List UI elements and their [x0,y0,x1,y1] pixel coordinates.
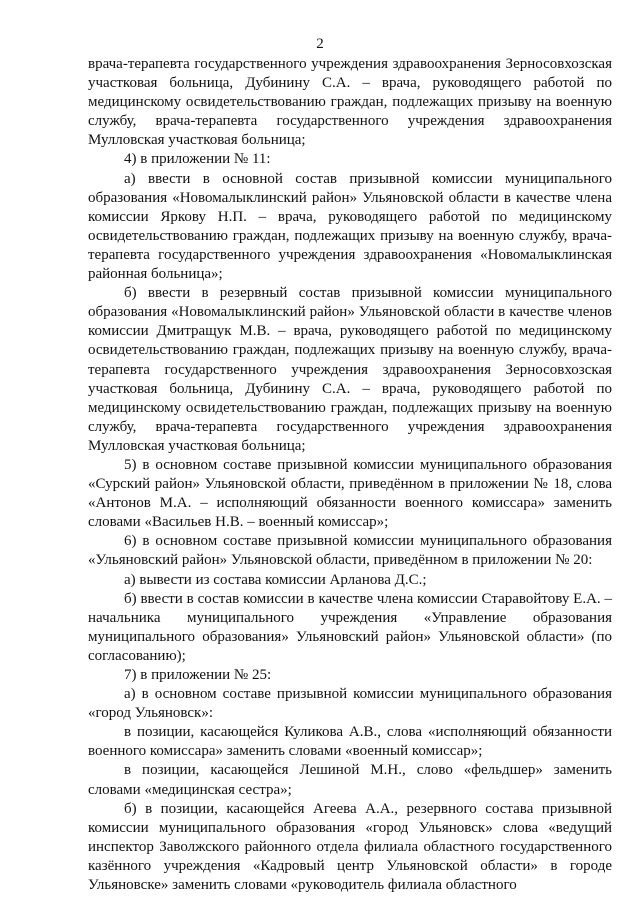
paragraph-item-4b: б) ввести в резервный состав призывной комиссии муниципального образования «Новомалыклинский район» Ульяновской области в качестве членов комиссии Дмитращук М.В. – врача, руководящего работой по медицинскому освидетельствованию граждан, подлежащих призыву на военную службу, врача-терапевта государственного учреждения здравоохранения Зерносовхозская участковая больница, Дубинину С.А. – врача, руководящего работой по медицинскому освидетельствованию граждан, подлежащих призыву на военную службу, врача-терапевта государственного учреждения здравоохранения Мулловская участковая больница; [88,285,612,454]
paragraph-item-6b: б) ввести в состав комиссии в качестве члена комиссии Старавойтову Е.А. – начальника муниципального учреждения «Управление образования муниципального образования» Ульяновский район» Ульяновской области» (по согласованию); [88,590,612,664]
paragraph-item-7a-leshina: в позиции, касающейся Лешиной М.Н., слово «фельдшер» заменить словами «медицинская сестра»; [88,762,612,798]
paragraph-item-7a-kulikov: в позиции, касающейся Куликова А.В., слова «исполняющий обязанности военного комиссара» заменить словами «военный комиссар»; [88,724,612,760]
paragraph-item-7: 7) в приложении № 25: [124,667,272,683]
paragraph-item-6: 6) в основном составе призывной комиссии муниципального образования «Ульяновский район» Ульяновской области, приведённом в приложении № 20: [88,533,612,569]
paragraph-item-4a: а) ввести в основной состав призывной комиссии муниципального образования «Новомалыклинский район» Ульяновской области в качестве члена комиссии Яркову Н.П. – врача, руководящего работой по медицинскому освидетельствованию граждан, подлежащих призыву на военную службу, врача-терапевта государственного учреждения здравоохранения «Новомалыклинская районная больница»; [88,170,612,283]
paragraph-item-6a: а) вывести из состава комиссии Арланова Д.С.; [124,571,427,588]
paragraph-item-4: 4) в приложении № 11: [124,151,271,168]
paragraph-item-7b: б) в позиции, касающейся Агеева А.А., резервного состава призывной комиссии муниципального образования «город Ульяновск» слова «ведущий инспектор Заволжского районного отдела филиала областного государственного казённого учреждения «Кадровый центр Ульяновской области» в городе Ульяновске» заменить словами «руководитель филиала областного [88,800,612,894]
paragraph-continuation: врача-терапевта государственного учреждения здравоохранения Зерносовхозская участковая больница, Дубинину С.А. – врача, руководящего работой по медицинскому освидетельствованию граждан, подлежащих призыву на военную службу, врача-терапевта государственного учреждения здравоохранения Мулловская участковая больница; [88,56,612,149]
paragraph-item-5: 5) в основном составе призывной комиссии муниципального образования «Сурский район» Ульяновской области, приведённом в приложении № 18, слова «Антонов М.А. – исполняющий обязанности военного комиссара» заменить словами «Васильев Н.В. – военный комиссар»; [88,456,612,531]
paragraph-item-7a: а) в основном составе призывной комиссии муниципального образования «город Ульяновск»: [88,686,612,722]
document-body [88,55,612,895]
page-number: 2 [316,36,324,52]
